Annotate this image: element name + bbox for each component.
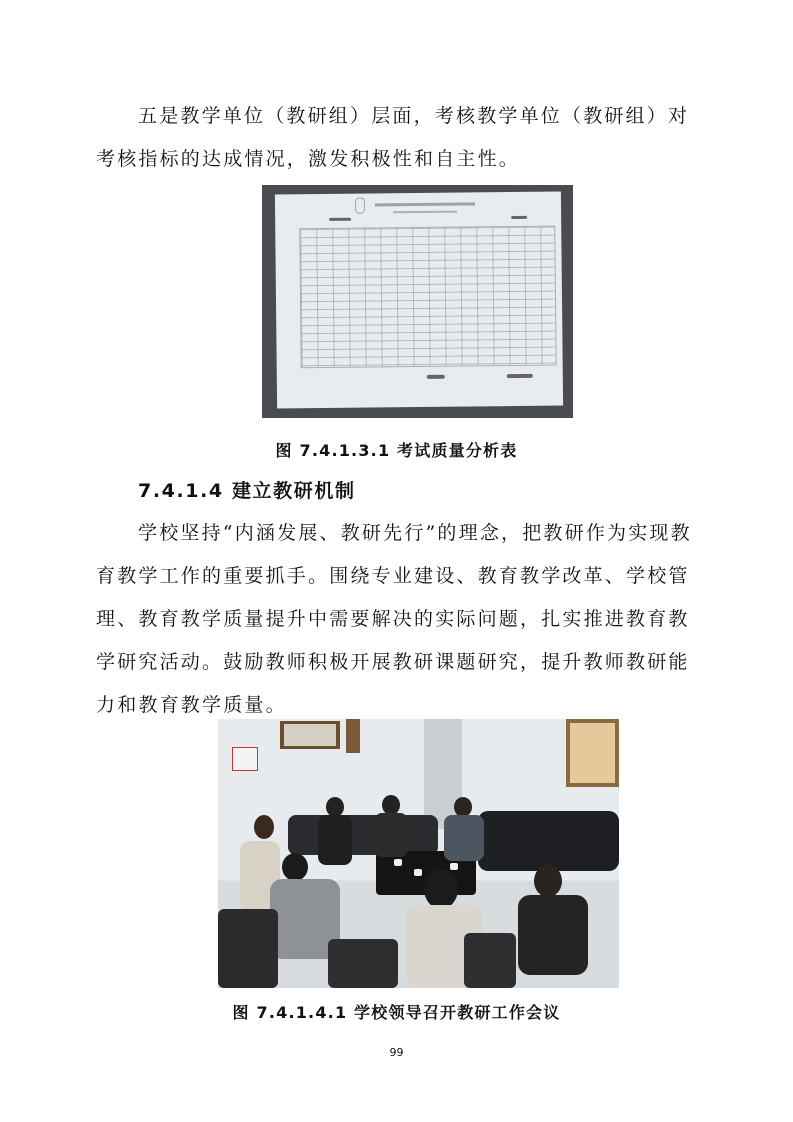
chair (464, 933, 516, 988)
person-body (444, 815, 484, 861)
person-head (382, 795, 400, 815)
wall-scroll (346, 719, 360, 753)
signature-mark (329, 218, 351, 221)
chair (328, 939, 398, 988)
person-head (282, 853, 308, 881)
wall-notice (232, 747, 258, 771)
sofa-back (288, 815, 438, 855)
signature-mark (427, 375, 445, 379)
date-mark (507, 374, 533, 378)
sheet-table-grid (299, 226, 556, 369)
page-number: 99 (389, 1046, 404, 1059)
person-head (254, 815, 274, 839)
person-head (454, 797, 472, 817)
signature-mark (511, 216, 527, 219)
exam-analysis-photo (262, 185, 573, 418)
sheet-subtitle-mark (393, 211, 457, 214)
figure-caption-exam: 图 7.4.1.3.1 考试质量分析表 (275, 441, 518, 460)
wall-painting-canvas (284, 724, 336, 746)
chair (218, 909, 278, 988)
person-head (326, 797, 344, 817)
person-head (424, 869, 458, 909)
person-body (374, 813, 408, 857)
meeting-photo (218, 719, 619, 988)
sofa (478, 811, 619, 871)
teacup (450, 863, 458, 870)
teacup (414, 869, 422, 876)
sheet-title-mark (375, 202, 475, 206)
section-heading: 7.4.1.4 建立教研机制 (138, 480, 356, 502)
paragraph-research: 学校坚持“内涵发展、教研先行”的理念，把教研作为实现教育教学工作的重要抓手。围绕专业建设、教育教学改革、学校管理、教育教学质量提升中需要解决的实际问题，扎实推进教育教学研究活动。鼓励教师积极开展教研课题研究，提升教师教研能力和教育教学质量。 (96, 522, 692, 716)
person-body (318, 815, 352, 865)
teacup (394, 859, 402, 866)
paper-clip-icon (355, 198, 365, 214)
figure-caption-meeting: 图 7.4.1.4.1 学校领导召开教研工作会议 (232, 1003, 561, 1022)
analysis-sheet (275, 192, 563, 409)
person-head (534, 865, 562, 897)
person-body (518, 895, 588, 975)
paragraph-assessment: 五是教学单位（教研组）层面，考核教学单位（教研组）对考核指标的达成情况，激发积极性和自主性。 (96, 105, 690, 170)
wall-map-canvas (570, 723, 615, 783)
